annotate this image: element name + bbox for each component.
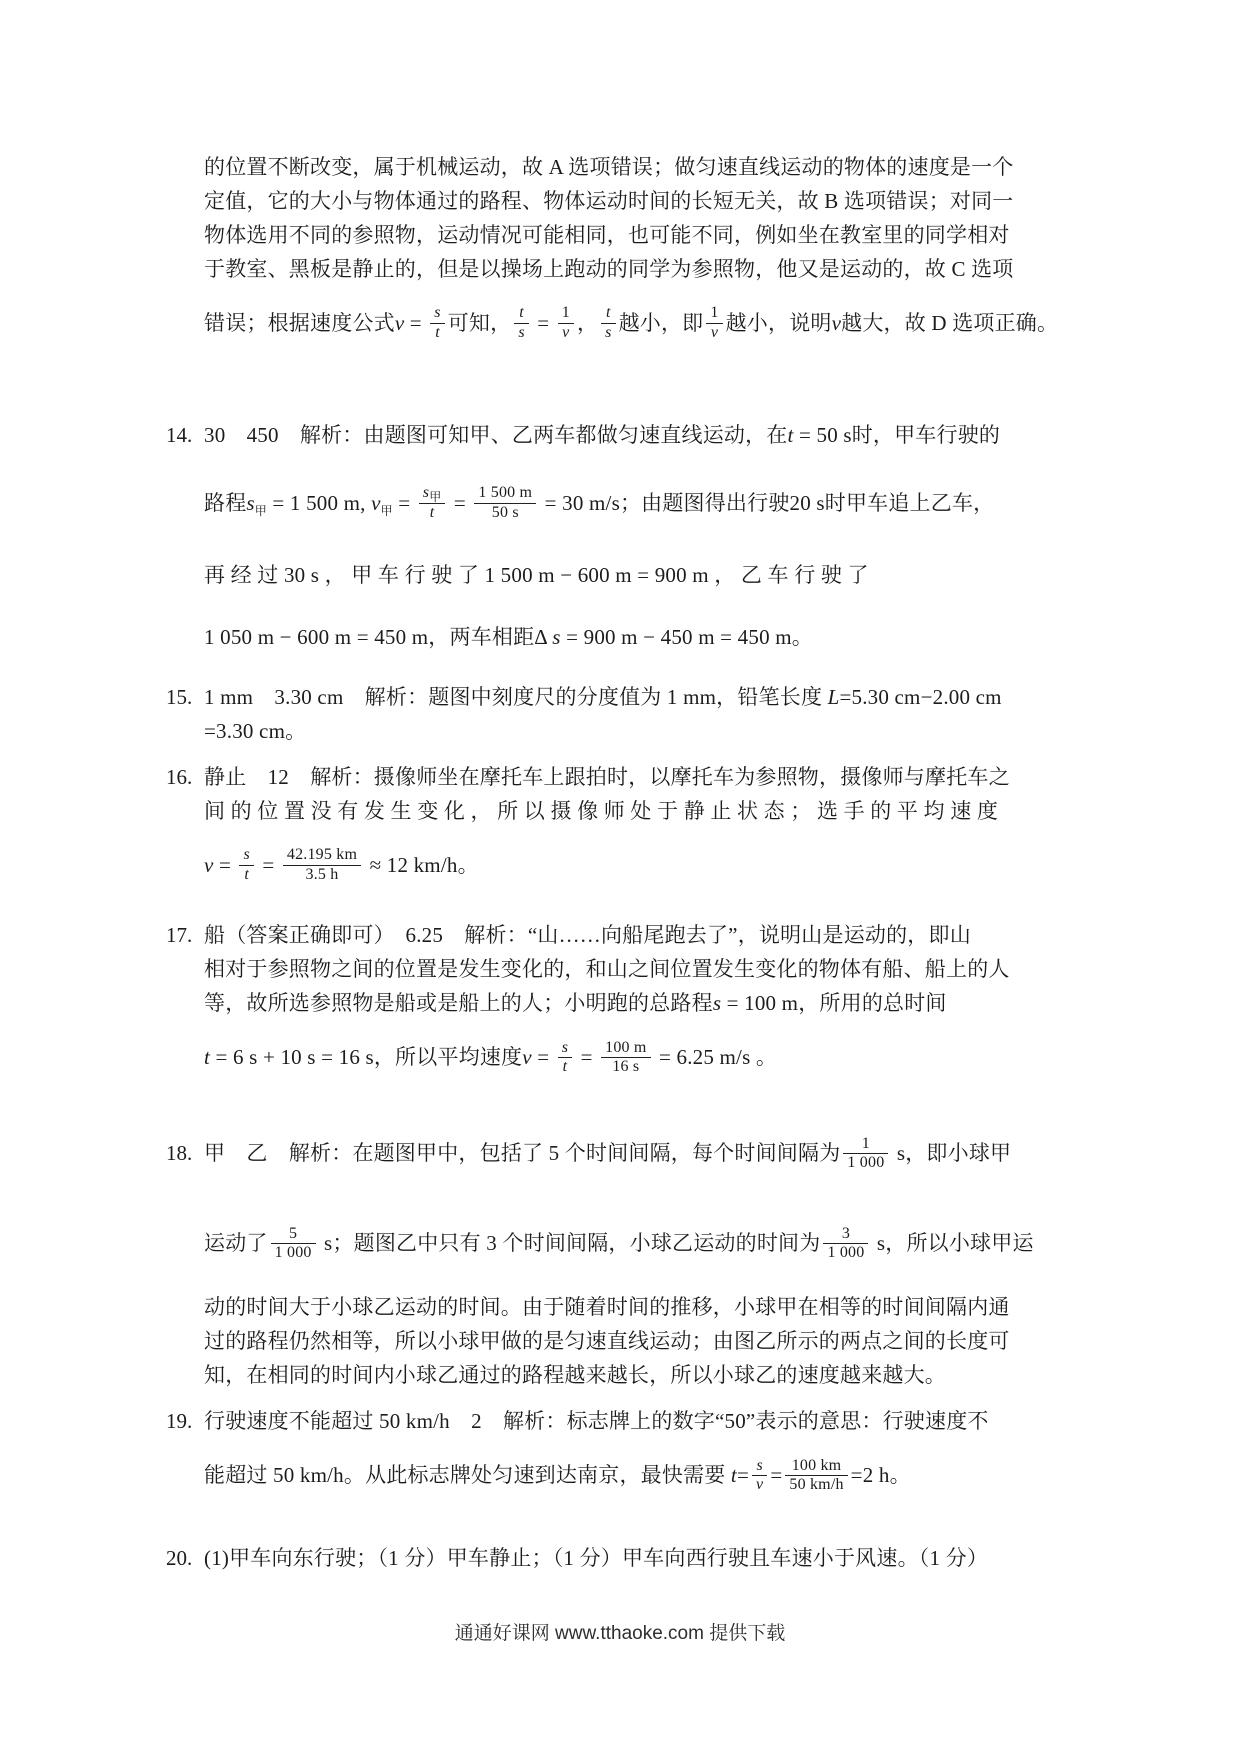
math-variable: t: [204, 1045, 211, 1070]
math-fraction: [239, 846, 253, 884]
item-number: 16.: [166, 765, 193, 790]
fraction-denominator: [558, 1057, 572, 1076]
text-line: 甲 乙 解析：在题图甲中，包括了 5 个时间间隔，每个时间间隔为 $\frac{1}{1 000}$ s，即小球甲: [204, 1134, 1012, 1171]
math-variable: t: [429, 503, 435, 521]
text-line: 船（答案正确即可） 6.25 解析：“山……向船尾跑去了”，说明山是运动的，即山: [204, 923, 971, 948]
fraction-numerator: [514, 304, 528, 322]
math-variable: s: [605, 323, 612, 341]
text-line: 能超过 50 km/h。从此标志牌处匀速到达南京，最快需要 t= $\frac{s}{v}$ = $\frac{100 km}{50 km/h}$ =2 h。: [204, 1456, 911, 1494]
text-line: (1)甲车向东行驶；（1 分）甲车静止；（1 分）甲车向西行驶且车速小于风速。（1 分）: [204, 1545, 989, 1570]
math-subscript: 甲: [429, 490, 442, 505]
text-line: 知，在相同的时间内小球乙通过的路程越来越长，所以小球乙的速度越来越大。: [204, 1363, 946, 1388]
math-variable: v: [562, 323, 570, 341]
fraction-numerator: 3: [841, 1224, 851, 1242]
text-line: 再 经 过 30 s ， 甲 车 行 驶 了 1 500 m − 600 m = 900 m ， 乙 车 行 驶 了: [204, 563, 869, 588]
math-variable: t: [244, 865, 250, 883]
item-body: [204, 1541, 1078, 1575]
text-line: =3.30 cm。: [204, 719, 307, 744]
answer-item-16: [166, 760, 1078, 906]
text-line: v = $\frac{s}{t}$ = $\frac{42.195 km}{3.5 h}$ ≈ 12 km/h。: [204, 846, 479, 883]
text-line: 物体选用不同的参照物，运动情况可能相同，也可能不同，例如坐在教室里的同学相对: [204, 223, 1010, 247]
text-line: 30 450 解析：由题图可知甲、乙两车都做匀速直线运动，在t = 50 s时，甲车行驶的: [204, 423, 1001, 448]
item-body: [204, 760, 1078, 906]
math-variable: v: [756, 1476, 764, 1494]
item-body: [204, 918, 1078, 1098]
answer-item-14: [166, 404, 1078, 668]
answer-key-content: [166, 150, 1078, 1575]
text-line: 1 mm 3.30 cm 解析：题图中刻度尺的分度值为 1 mm，铅笔长度 L=5.30 cm−2.00 cm: [204, 685, 1002, 710]
fraction-numerator: 1: [710, 304, 719, 322]
fraction-numerator: [752, 1457, 767, 1475]
math-fraction: [430, 304, 444, 342]
fraction-numerator: 5: [289, 1224, 298, 1242]
math-variable: v: [394, 311, 405, 335]
math-variable: t: [730, 1463, 737, 1488]
text-line: 运动了 $\frac{5}{1 000}$ s；题图乙中只有 3 个时间间隔，小球乙运动的时间为 $\frac{3}{1 000}$ s，所以小球甲运: [204, 1224, 1034, 1262]
math-fraction: [843, 1135, 888, 1173]
fraction-denominator: 50 s: [474, 503, 536, 522]
answer-item-17: [166, 918, 1078, 1098]
math-fraction: [514, 304, 528, 342]
math-fraction: [601, 304, 615, 342]
fraction-numerator: [239, 846, 253, 864]
item-body: [204, 1110, 1078, 1392]
math-fraction: [785, 1457, 847, 1495]
math-fraction: [558, 1039, 572, 1077]
math-variable: v: [522, 1045, 532, 1070]
text-line: 路程$s_甲 = 1$ 500 m, $v_甲$ = $\frac{s_甲}{t}$ = $\frac{1 500 m}{50 s}$ = 30 m/s；由题图得出行驶20 s时甲车追上乙车，: [204, 484, 995, 521]
text-line: 等，故所选参照物是船或是船上的人；小明跑的总路程s = 100 m，所用的总时间: [204, 991, 947, 1016]
math-variable: t: [562, 1057, 568, 1075]
fraction-numerator: 1 500 m: [478, 484, 533, 502]
math-variable: s: [561, 1038, 569, 1056]
answer-item-19: [166, 1404, 1078, 1516]
math-variable: s: [712, 991, 722, 1016]
fraction-denominator: 50 km/h: [785, 1475, 847, 1494]
text-line: 相对于参照物之间的位置是发生变化的，和山之间位置发生变化的物体有船、船上的人: [204, 957, 1010, 982]
math-variable: t: [519, 304, 524, 322]
text-line: 的位置不断改变，属于机械运动，故 A 选项错误；做匀速直线运动的物体的速度是一个: [204, 155, 1014, 179]
fraction-denominator: [706, 323, 722, 342]
fraction-denominator: [752, 1475, 767, 1494]
fraction-denominator: [514, 323, 528, 342]
fraction-denominator: 16 s: [601, 1057, 650, 1076]
text-line: 定值，它的大小与物体通过的路程、物体运动时间的长短无关，故 B 选项错误；对同一: [204, 189, 1014, 213]
math-fraction: [601, 1039, 650, 1077]
item-number: 19.: [166, 1409, 193, 1434]
answer-items-list: [166, 404, 1078, 1574]
item-body: [204, 680, 1078, 748]
fraction-numerator: [430, 304, 444, 322]
text-line: 错误；根据速度公式v = $\frac{s}{t}$ 可知， $\frac{t}{s}$ = $\frac{1}{v}$ ， $\frac{t}{s}$ 越小，即 $\frac{1}{v}$ 越小，说明v越大，故 D 选项正确。: [204, 304, 1059, 341]
fraction-numerator: 1: [861, 1134, 870, 1152]
math-variable: v: [371, 491, 381, 516]
fraction-denominator: [239, 865, 253, 884]
fraction-numerator: 42.195 km: [286, 846, 358, 864]
item-number: 18.: [166, 1141, 193, 1166]
math-variable: s: [246, 491, 255, 516]
math-variable: t: [606, 304, 611, 322]
fraction-denominator: [558, 323, 574, 342]
fraction-numerator: [419, 484, 446, 505]
math-subscript: 甲: [254, 504, 267, 519]
answer-item-15: [166, 680, 1078, 748]
math-variable: s: [434, 304, 441, 322]
math-variable: s: [243, 846, 250, 864]
item-number: 20.: [166, 1545, 193, 1570]
fraction-denominator: [419, 503, 446, 522]
fraction-denominator: [601, 323, 615, 342]
fraction-numerator: 100 m: [605, 1038, 647, 1056]
math-variable: t: [435, 323, 440, 341]
text-line: 间 的 位 置 没 有 发 生 变 化 ， 所 以 摄 像 师 处 于 静 止 状 态 ； 选 手 的 平 均 速 度: [204, 799, 999, 824]
math-fraction: [474, 484, 536, 522]
math-variable: v: [831, 311, 842, 335]
math-fraction: [706, 304, 722, 342]
answer-item-18: [166, 1110, 1078, 1392]
solution-paragraph-continuation: [204, 150, 1078, 364]
math-variable: s: [518, 323, 525, 341]
math-fraction: [271, 1225, 316, 1263]
math-fraction: [558, 304, 574, 342]
math-fraction: [752, 1457, 767, 1495]
math-variable: v: [710, 323, 719, 341]
math-variable: v: [204, 853, 214, 878]
footer-text: 通通好课网 www.tthaoke.com 提供下载: [454, 1623, 786, 1644]
math-variable: s: [756, 1456, 763, 1474]
fraction-numerator: [558, 1039, 572, 1057]
text-line: 静止 12 解析：摄像师坐在摩托车上跟拍时，以摩托车为参照物，摄像师与摩托车之: [204, 765, 1010, 790]
fraction-denominator: 3.5 h: [283, 865, 361, 884]
fraction-denominator: 1 000: [271, 1243, 316, 1262]
text-line: 动的时间大于小球乙运动的时间。由于随着时间的推移，小球甲在相等的时间间隔内通: [204, 1295, 1010, 1320]
math-variable: L: [827, 685, 840, 710]
math-variable: t: [787, 423, 794, 448]
text-line: t = 6 s + 10 s = 16 s，所以平均速度v = $\frac{s}{t}$ = $\frac{100 m}{16 s}$ = 6.25 m/s 。: [204, 1038, 778, 1075]
item-body: [204, 1404, 1078, 1516]
math-subscript: 甲: [380, 504, 393, 519]
fraction-denominator: 1 000: [843, 1153, 888, 1172]
text-line: 过的路程仍然相等，所以小球甲做的是匀速直线运动；由图乙所示的两点之间的长度可: [204, 1329, 1010, 1354]
site-footer: [0, 1618, 1240, 1645]
text-line: 1 050 m − 600 m = 450 m，两车相距Δ s = 900 m − 450 m = 450 m。: [204, 625, 813, 650]
fraction-numerator: 100 km: [791, 1456, 842, 1474]
answer-item-20: [166, 1541, 1078, 1575]
text-line: 于教室、黑板是静止的，但是以操场上跑动的同学为参照物，他又是运动的，故 C 选项: [204, 257, 1014, 281]
math-variable: s: [552, 625, 561, 650]
item-body: [204, 404, 1078, 668]
item-number: 17.: [166, 923, 193, 948]
fraction-denominator: 1 000: [823, 1243, 868, 1262]
fraction-denominator: [430, 323, 444, 342]
math-variable: s: [422, 484, 430, 502]
item-number: 15.: [166, 685, 193, 710]
text-line: 行驶速度不能超过 50 km/h 2 解析：标志牌上的数字“50”表示的意思：行驶速度不: [204, 1409, 989, 1434]
fraction-numerator: [601, 304, 615, 322]
math-fraction: [823, 1225, 868, 1263]
item-number: 14.: [166, 423, 193, 448]
math-fraction: [283, 846, 361, 884]
fraction-numerator: 1: [561, 304, 570, 322]
math-fraction: [419, 484, 446, 522]
